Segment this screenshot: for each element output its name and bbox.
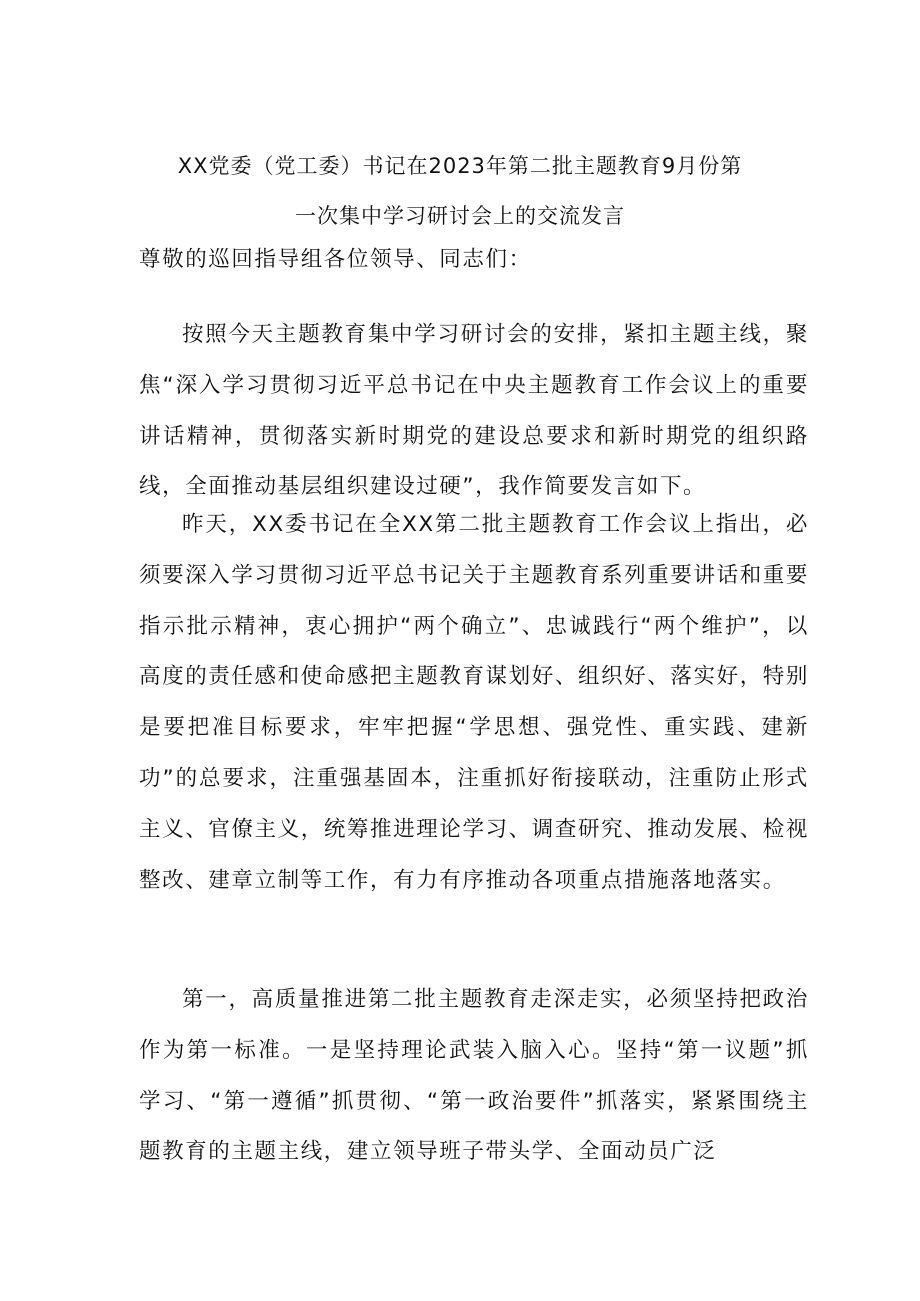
paragraph-yesterday: 昨天，XX委书记在全XX第二批主题教育工作会议上指出，必须要深入学习贯彻习近平总书记关于主题教育系列重要讲话和重要指示批示精神，衷心拥护“两个确立”、忠诚践行“两个维护”，以高度的责任感和使命感把主题教育谋划好、组织好、落实好，特别是要把准目标要求，牢牢把握“学思想、强党性、重实践、建新功”的总要求，注重强基固本，注重抓好衔接联动，注重防止形式主义、官僚主义，统筹推进理论学习、调查研究、推动发展、检视整改、建章立制等工作，有力有序推动各项重点措施落地落实。 <box>139 512 809 893</box>
document-title-line-2: 一次集中学习研讨会上的交流发言 <box>295 204 625 228</box>
salutation: 尊敬的巡回指导组各位领导、同志们： <box>139 247 532 272</box>
paragraph-intro: 按照今天主题教育集中学习研讨会的安排，紧扣主题主线，聚焦“深入学习贯彻习近平总书记在中央主题教育工作会议上的重要讲话精神，贯彻落实新时期党的建设总要求和新时期党的组织路线，全面推动基层组织建设过硬”，我作简要发言如下。 <box>139 322 809 500</box>
paragraph-first-point: 第一，高质量推进第二批主题教育走深走实，必须坚持把政治作为第一标准。一是坚持理论武装入脑入心。坚持“第一议题”抓学习、“第一遵循”抓贯彻、“第一政治要件”抓落实，紧紧围绕主题教育的主题主线，建立领导班子带头学、全面动员广泛 <box>139 987 809 1165</box>
document-title-line-1: XX党委（党工委）书记在2023年第二批主题教育9月份第 <box>177 154 743 178</box>
